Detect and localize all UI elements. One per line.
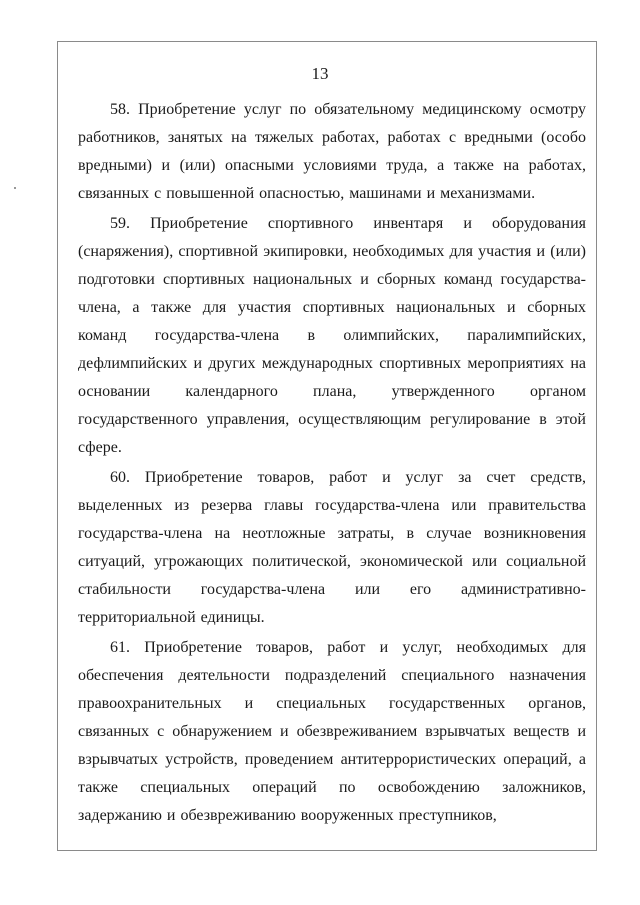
paragraph-text: Приобретение товаров, работ и услуг за счет средств, выделенных из резерва главы государства-члена или правительства государства-члена на неотложные затраты, в случае возникновения ситуаций, угрожающих политической, экономической или социальной стабильности государства-члена или его административно-территориальной единицы. xyxy=(78,469,587,626)
paragraph-number: 60. xyxy=(110,469,130,486)
document-body xyxy=(78,96,586,832)
paragraph-text: Приобретение услуг по обязательному медицинскому осмотру работников, занятых на тяжелых работах, работах с вредными (особо вредными) и (или) опасными условиями труда, а также на работах, связанных с повышенной опасностью, машинами и механизмами. xyxy=(78,101,586,202)
paragraph-text: Приобретение товаров, работ и услуг, необходимых для обеспечения деятельности подразделений специального назначения правоохранительных и специальных государственных органов, связанных с обнаружением и обезвреживанием взрывчатых веществ и взрывчатых устройств, проведением антитеррористических операций, а также специальных операций по освобождению заложников, задержанию и обезвреживанию вооруженных преступников, xyxy=(78,639,587,824)
paragraph-number: 61. xyxy=(110,639,130,656)
page-number: 13 xyxy=(311,64,329,83)
paragraph-61 xyxy=(78,634,586,830)
paragraph-58 xyxy=(78,96,586,208)
paragraph-number: 58. xyxy=(110,101,130,118)
paragraph-text: Приобретение спортивного инвентаря и оборудования (снаряжения), спортивной экипировки, необходимых для участия и (или) подготовки спортивных национальных и сборных команд государства-члена, а также для участия спортивных национальных и сборных команд государства-члена в олимпийских, паралимпийских, дефлимпийских и других международных спортивных мероприятиях на основании календарного плана, утвержденного органом государственного управления, осуществляющим регулирование в этой сфере. xyxy=(78,215,587,456)
paragraph-number: 59. xyxy=(110,215,130,232)
paragraph-60 xyxy=(78,464,586,632)
margin-mark xyxy=(14,187,16,189)
paragraph-59 xyxy=(78,210,586,462)
